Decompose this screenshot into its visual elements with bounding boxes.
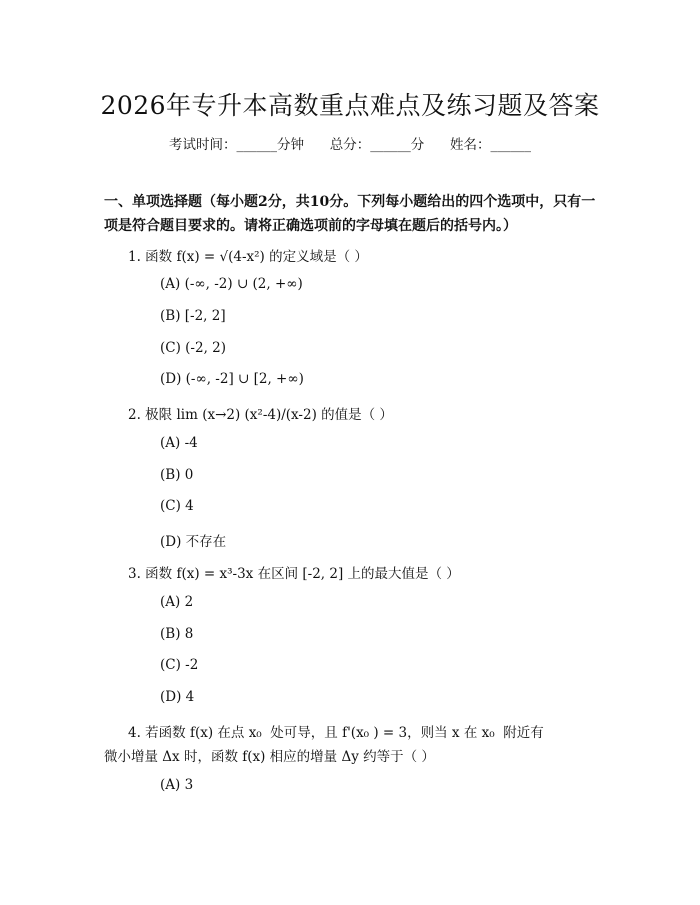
question-3-option-d: (D) 4 xyxy=(160,689,195,705)
question-2-option-c: (C) 4 xyxy=(160,498,194,514)
question-3-option-a: (A) 2 xyxy=(160,594,194,610)
section-heading: 一、单项选择题（每小题2分，共10分。下列每小题给出的四个选项中，只有一项是符合题目要求的。请将正确选项前的字母填在题后的括号内。） xyxy=(104,194,596,234)
question-4-stem-line2: 微小增量 Δx 时，函数 f(x) 相应的增量 Δy 约等于（ ） xyxy=(104,749,435,765)
question-1-option-c: (C) (-2, 2) xyxy=(160,340,227,356)
question-4-option-a: (A) 3 xyxy=(160,777,194,793)
question-1-option-d: (D) (-∞, -2] ∪ [2, +∞) xyxy=(160,371,304,387)
question-1-option-b: (B) [-2, 2] xyxy=(160,308,226,324)
question-1-stem: 1. 函数 f(x) = √(4-x²) 的定义域是（ ） xyxy=(128,249,368,265)
question-3-option-b: (B) 8 xyxy=(160,626,194,642)
question-1-option-a: (A) (-∞, -2) ∪ (2, +∞) xyxy=(160,276,303,292)
question-3-option-c: (C) -2 xyxy=(160,657,199,673)
question-2-stem: 2. 极限 lim (x→2) (x²-4)/(x-2) 的值是（ ） xyxy=(128,407,393,423)
question-2-option-b: (B) 0 xyxy=(160,467,194,483)
question-4-stem-line1: 4. 若函数 f(x) 在点 x₀ 处可导，且 f'(x₀ ) = 3，则当 x 在 x₀ 附近有 xyxy=(128,725,544,741)
page-title: 2026年专升本高数重点难点及练习题及答案 xyxy=(100,91,600,120)
exam-meta-line: 考试时间：______分钟 总分：______分 姓名：______ xyxy=(169,137,531,153)
question-2-option-a: (A) -4 xyxy=(160,435,198,451)
question-3-stem: 3. 函数 f(x) = x³-3x 在区间 [-2, 2] 上的最大值是（ ） xyxy=(128,566,460,582)
question-2-option-d: (D) 不存在 xyxy=(160,534,227,550)
